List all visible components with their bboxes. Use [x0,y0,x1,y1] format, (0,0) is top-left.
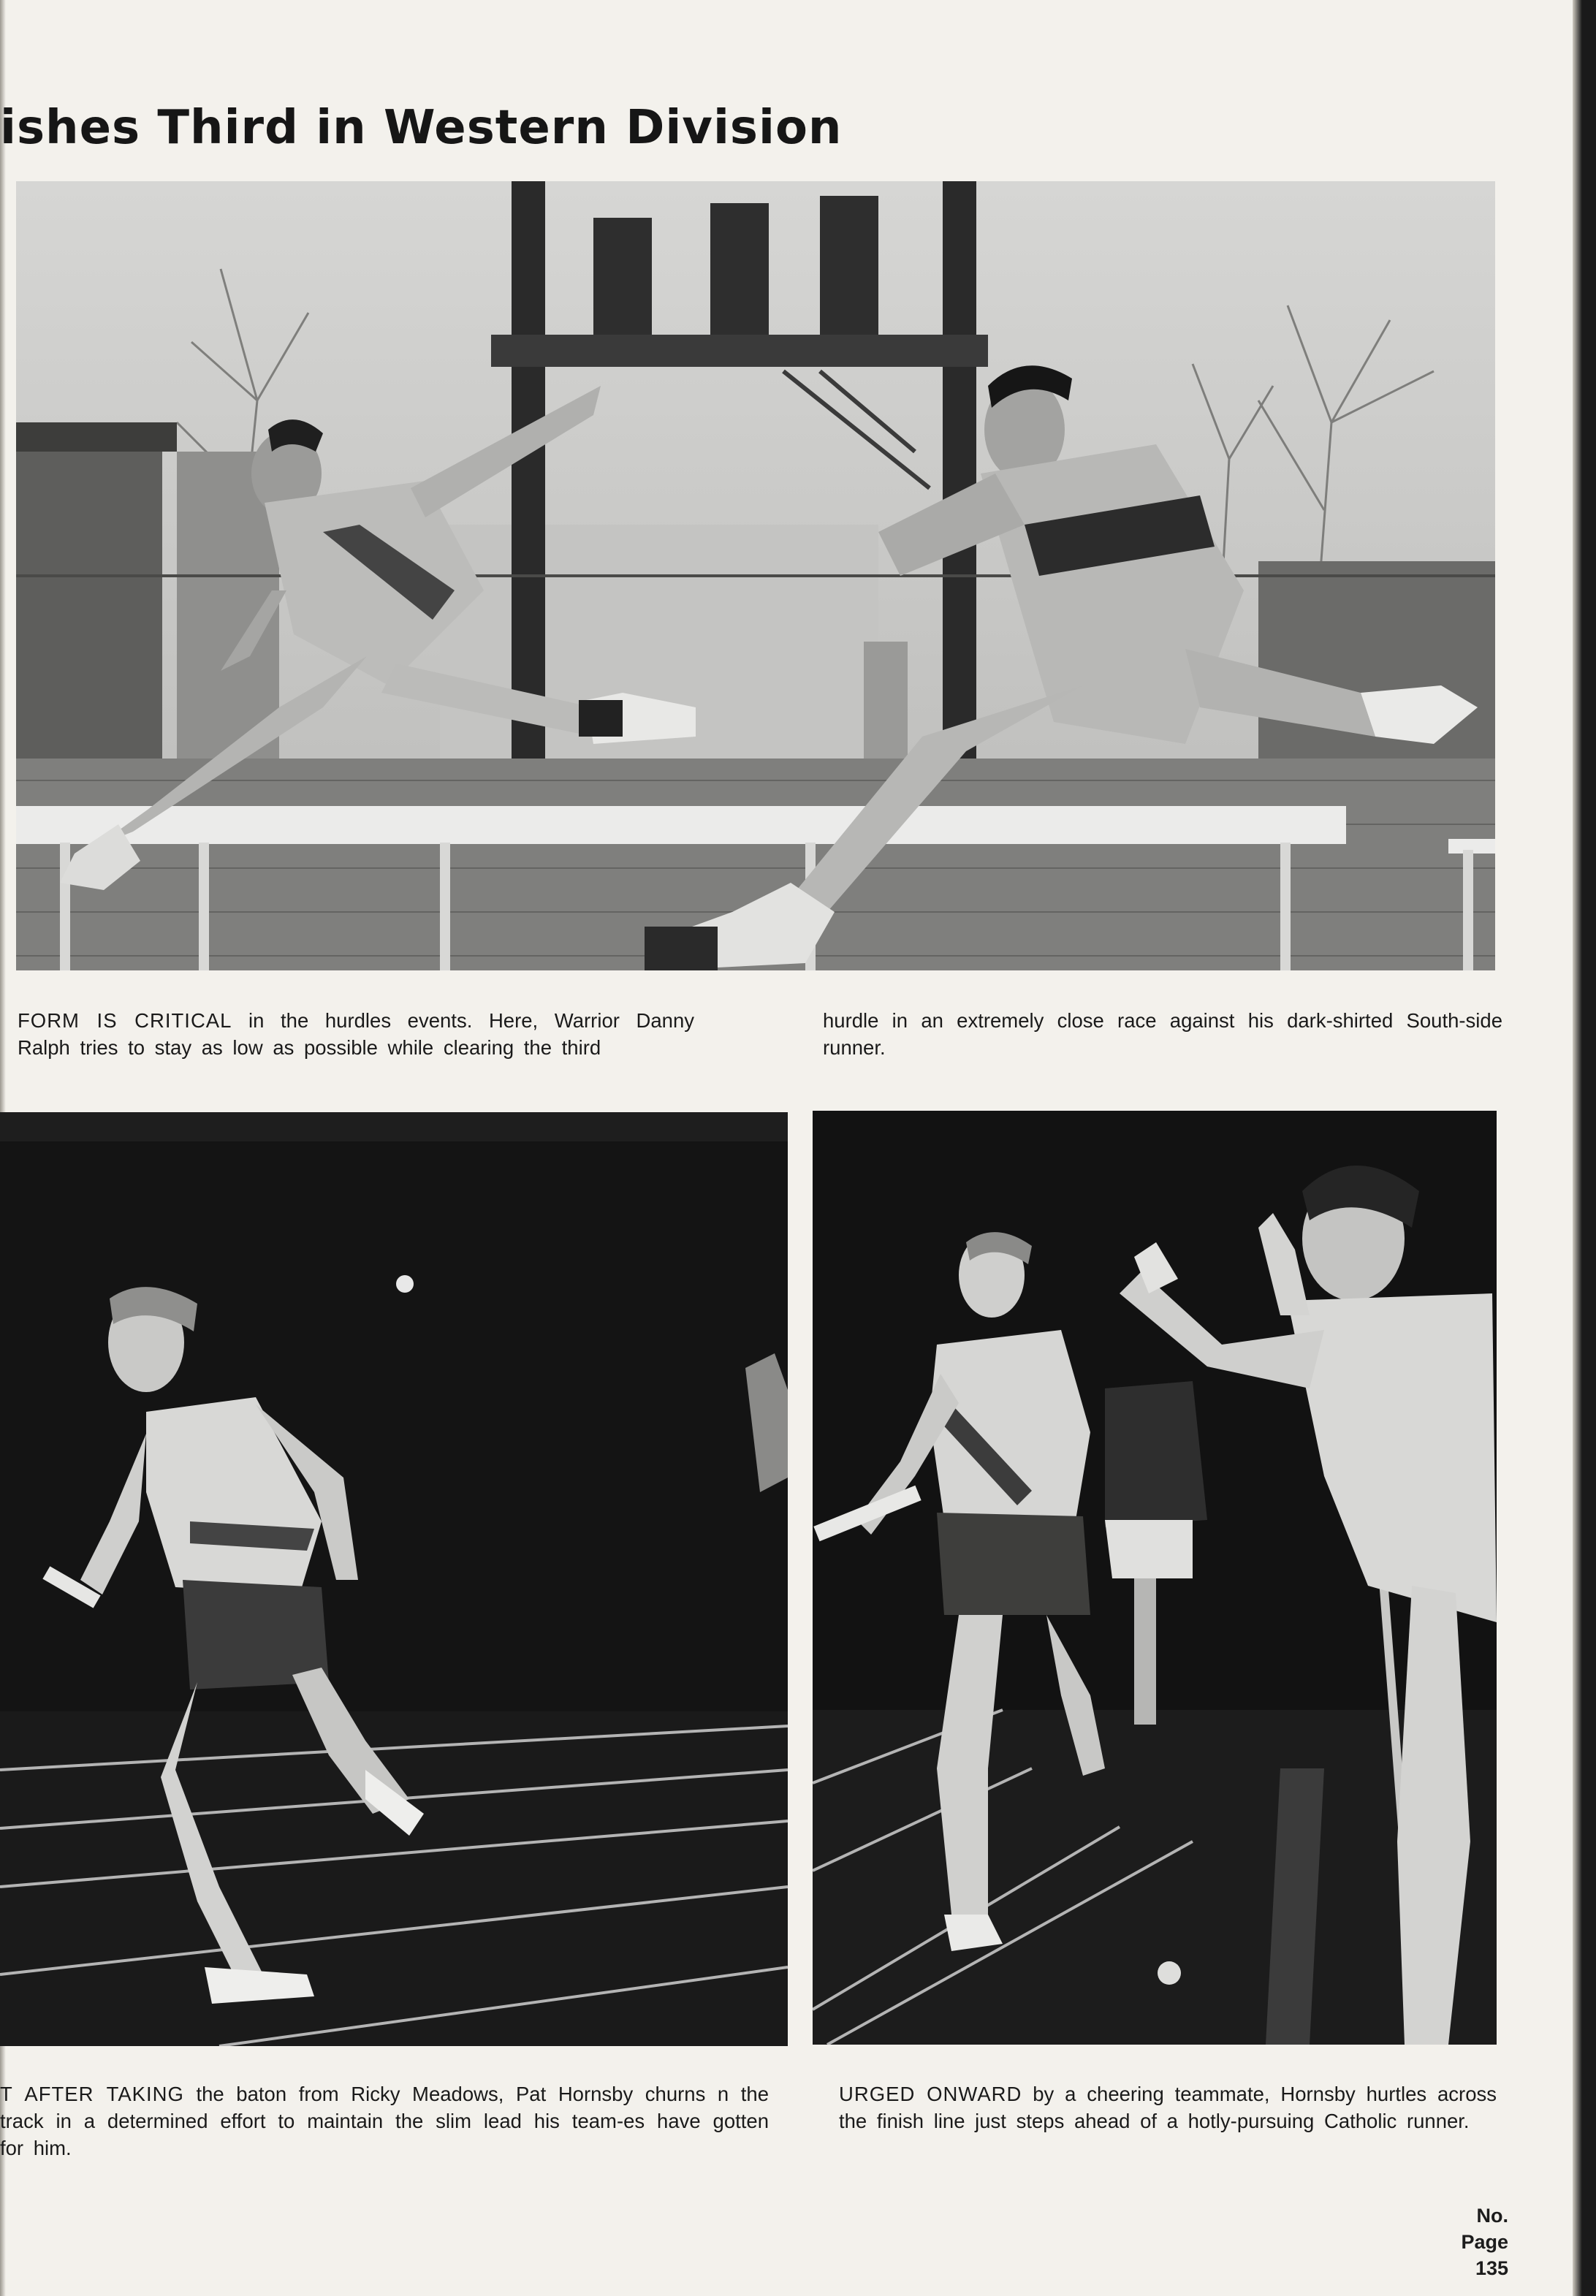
hurdles-caption-col1 [18,1007,694,1061]
page-folio [1403,2202,1508,2281]
folio-page-number: 135 [1475,2257,1508,2279]
finish-caption [839,2080,1497,2135]
finish-photo [813,1111,1497,2045]
baton-caption-text: the baton from Ricky Meadows, Pat Hornsby churns n the track in a determined effort to maintain the slim lead his team-es have gotten for him. [0,2083,770,2159]
folio-line-page: Page [1461,2231,1508,2253]
finish-caption-text: by a cheering teammate, Hornsby hurtles across the finish line just steps ahead of a hotly-pursuing Catholic runner. [839,2083,1497,2132]
hurdles-caption-lead: FORM IS CRITICAL [18,1009,232,1032]
folio-line-no: No. [1476,2205,1508,2227]
hurdles-photo [16,181,1495,970]
hurdles-caption-text: in the hurdles events. Here, Warrior Danny Ralph tries to stay as low as possible while clearing the third [18,1009,694,1059]
page-edge [1573,0,1596,2296]
baton-caption-lead: T AFTER TAKING [0,2083,184,2105]
finish-caption-lead: URGED ONWARD [839,2083,1022,2105]
baton-caption [0,2080,769,2162]
baton-photo [0,1112,788,2046]
page-headline: ishes Third in Western Division [0,101,843,155]
hurdles-caption-col2: hurdle in an extremely close race against his dark-shirted South-side runner. [823,1009,1502,1059]
